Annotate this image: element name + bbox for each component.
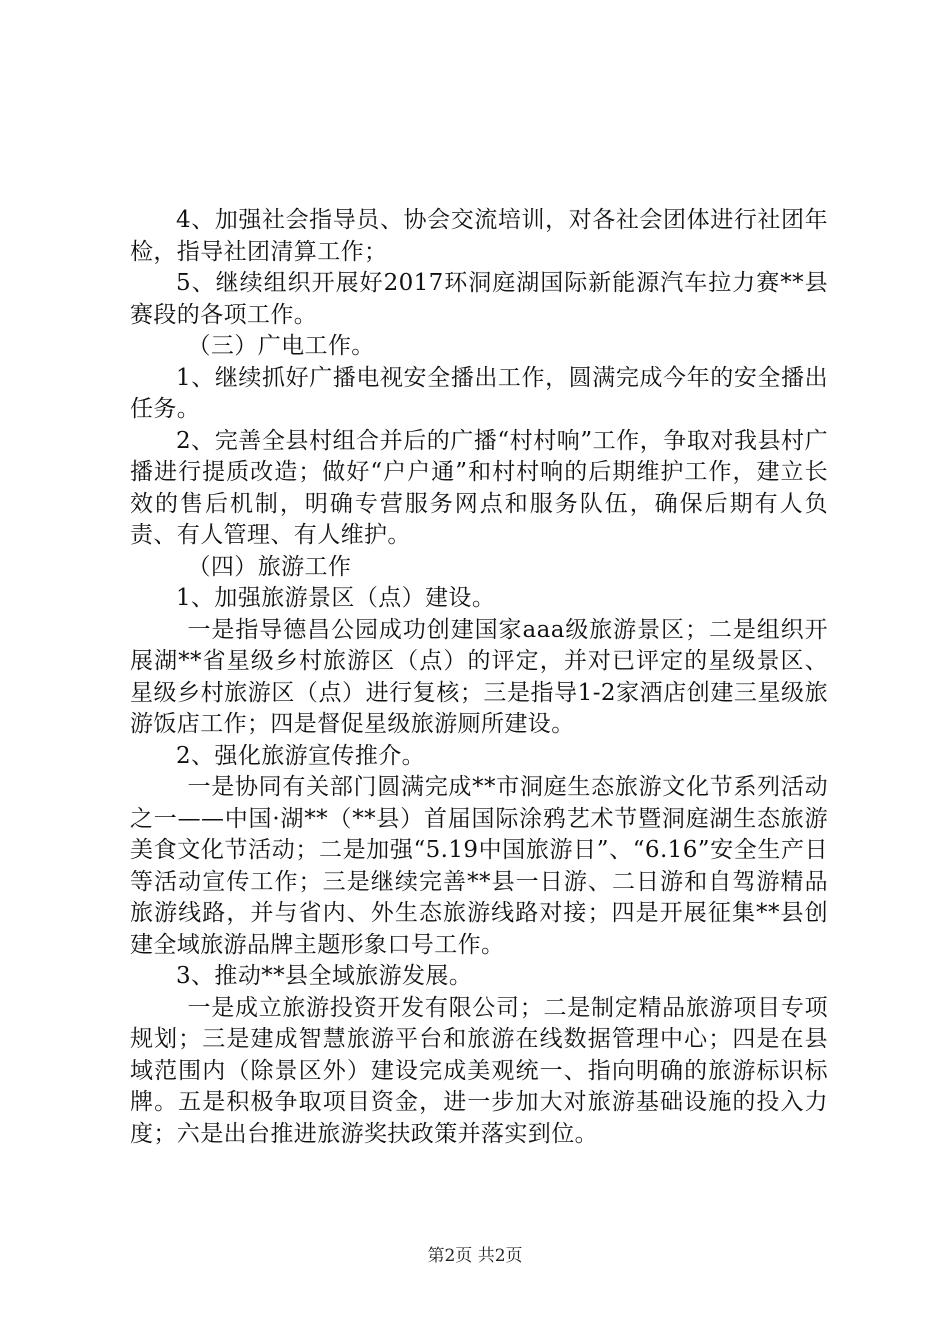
- page-number-footer: 第2页 共2页: [427, 1246, 523, 1266]
- paragraph-broadcast-1: 1、继续抓好广播电视安全播出工作，圆满完成今年的安全播出任务。: [130, 364, 828, 422]
- paragraph-tourism-2-title: 2、强化旅游宣传推介。: [176, 742, 426, 769]
- document-body: [130, 205, 828, 1150]
- paragraph-broadcast-2: 2、完善全县村组合并后的广播“村村响”工作，争取对我县村广播进行提质改造；做好“户户通”和村村响的后期维护工作，建立长效的售后机制，明确专营服务网点和服务队伍，确保后期有人负责、有人管理、有人维护。: [130, 427, 828, 548]
- section-heading-broadcast: （三）广电工作。: [187, 333, 375, 359]
- section-heading-tourism: （四）旅游工作: [187, 553, 352, 580]
- paragraph-tourism-2-body: 一是协同有关部门圆满完成**市洞庭生态旅游文化节系列活动之一——中国·湖**（**县）首届国际涂鸦艺术节暨洞庭湖生态旅游美食文化节活动；二是加强“5.19中国旅游日”、“6.16”安全生产日等活动宣传工作；三是继续完善**县一日游、二日游和自驾游精品旅游线路，并与省内、外生态旅游线路对接；四是开展征集**县创建全域旅游品牌主题形象口号工作。: [130, 774, 828, 958]
- paragraph-tourism-3-body: 一是成立旅游投资开发有限公司；二是制定精品旅游项目专项规划；三是建成智慧旅游平台和旅游在线数据管理中心；四是在县域范围内（除景区外）建设完成美观统一、指向明确的旅游标识标牌。五是积极争取项目资金，进一步加大对旅游基础设施的投入力度；六是出台推进旅游奖扶政策并落实到位。: [130, 994, 828, 1147]
- paragraph-tourism-1-body: 一是指导德昌公园成功创建国家aaa级旅游景区；二是组织开展湖**省星级乡村旅游区（点）的评定，并对已评定的星级景区、星级乡村旅游区（点）进行复核；三是指导1-2家酒店创建三星级旅游饭店工作；四是督促星级旅游厕所建设。: [130, 616, 828, 737]
- paragraph-item-4: 4、加强社会指导员、协会交流培训，对各社会团体进行社团年检，指导社团清算工作；: [130, 207, 828, 265]
- paragraph-item-5: 5、继续组织开展好2017环洞庭湖国际新能源汽车拉力赛**县赛段的各项工作。: [130, 270, 828, 328]
- paragraph-tourism-3-title: 3、推动**县全域旅游发展。: [176, 963, 473, 989]
- paragraph-tourism-1-title: 1、加强旅游景区（点）建设。: [176, 585, 496, 611]
